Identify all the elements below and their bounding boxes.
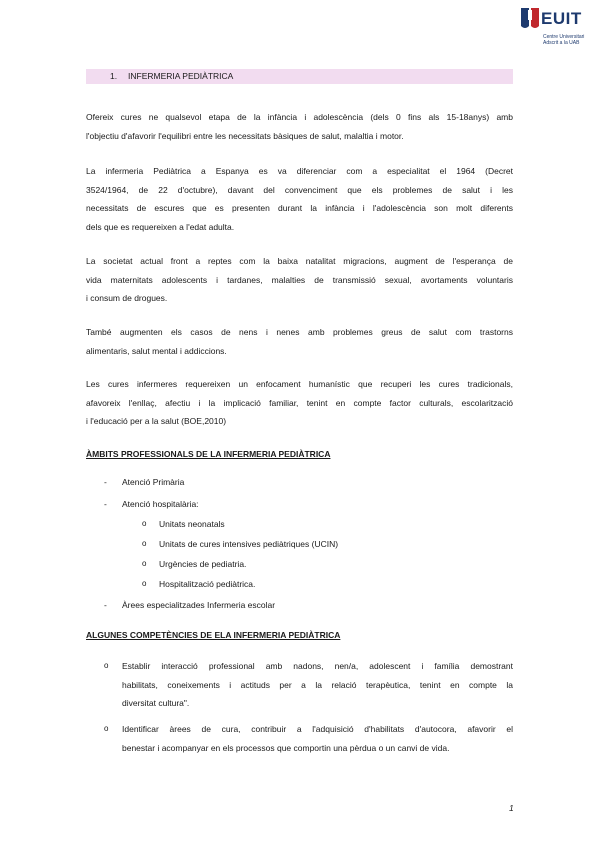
paragraph-care [86,375,513,431]
text-line: l'objectiu d'afavorir l'equilibri entre les necessitats bàsiques de salut, malaltia i motor. [86,130,404,141]
list-item: Atenció Primària [122,477,185,487]
sublist-item: Hospitalització pediàtrica. [159,579,256,589]
text-line: benestar i acompanyar en els processos que comportin una pèrdua o un canvi de vida. [122,742,450,753]
paragraph-intro [86,108,513,145]
competency-bullet: o [104,661,109,670]
paragraph-history [86,162,513,236]
text-line: Establir interacció professional amb nadons, nen/a, adolescent i família demostrant [122,661,513,671]
list-item: Àrees especialitzades Infermeria escolar [122,600,276,610]
text-line: i consum de drogues. [86,293,168,304]
euit-logo [519,6,593,48]
ambits-heading: ÀMBITS PROFESSIONALS DE LA INFERMERIA PEDIÀTRICA [86,449,331,459]
text-line: dels que es requereixen a l'edat adulta. [86,221,235,232]
text-line: afavoreix l'enllaç, afectiu i la implicació familiar, tenint en compte factor culturals, escolarització [86,397,513,408]
section-number: 1. [110,71,118,81]
text-line: La societat actual front a reptes com la baixa natalitat migracions, augment de l'esperança de [86,256,513,266]
paragraph-society [86,252,513,308]
sublist-bullet: o [142,539,147,548]
sublist-item: Urgències de pediatria. [159,559,247,569]
text-line: 3524/1964, de 22 d'octubre), davant del convenciment que els problemes de salut i les [86,184,513,195]
text-line: i l'educació per a la salut (BOE,2010) [86,416,227,427]
competencies-heading: ALGUNES COMPETÈNCIES DE ELA INFERMERIA PEDIÀTRICA [86,630,341,640]
logo-subtitle-2: Adscrit a la UAB [543,40,580,46]
text-line: diversitat cultura". [122,698,190,709]
text-line: La infermeria Pediàtrica a Espanya es va diferenciar com a especialitat el 1964 (Decret [86,166,513,176]
sublist-bullet: o [142,579,147,588]
text-line: També augmenten els casos de nens i nenes amb problemes greus de salut com trastorns [86,327,513,337]
logo-subtitle: Centre Universitari [543,34,585,40]
section-title: INFERMERIA PEDIÀTRICA [128,71,234,81]
list-dash: - [104,600,107,610]
text-line: Les cures infermeres requereixen un enfocament humanístic que recuperi les cures tradicionals, [86,379,513,389]
competency-item [122,720,513,757]
competency-bullet: o [104,724,109,733]
competency-item [122,657,513,713]
section-heading [86,69,513,84]
text-line: vida maternitats adolescents i tardanes, malalties de transmissió sexual, avortaments voluntaris [86,274,513,285]
text-line: necessitats de escures que es presenten durant la infància i l'adolescència son molt diferents [86,203,513,214]
text-line: alimentaris, salut mental i addiccions. [86,345,227,356]
sublist-item: Unitats neonatals [159,519,225,529]
paragraph-cases [86,323,513,360]
euit-emblem-icon [519,6,541,32]
sublist-bullet: o [142,519,147,528]
sublist-bullet: o [142,559,147,568]
page-number: 1 [509,803,514,813]
list-dash: - [104,477,107,487]
text-line: Ofereix cures ne qualsevol etapa de la infància i adolescència (dels 0 fins als 15-18anys) amb [86,112,513,122]
text-line: habilitats, coneixements i actituds per a la relació terapèutica, tenint en compte la [122,679,513,690]
list-item: Atenció hospitalària: [122,499,199,509]
logo-text: EUIT [541,9,582,28]
text-line: Identificar àrees de cura, contribuir a l'adquisició d'habilitats d'autocora, afavorir el [122,724,513,734]
list-dash: - [104,499,107,509]
sublist-item: Unitats de cures intensives pediàtriques (UCIN) [159,539,339,549]
